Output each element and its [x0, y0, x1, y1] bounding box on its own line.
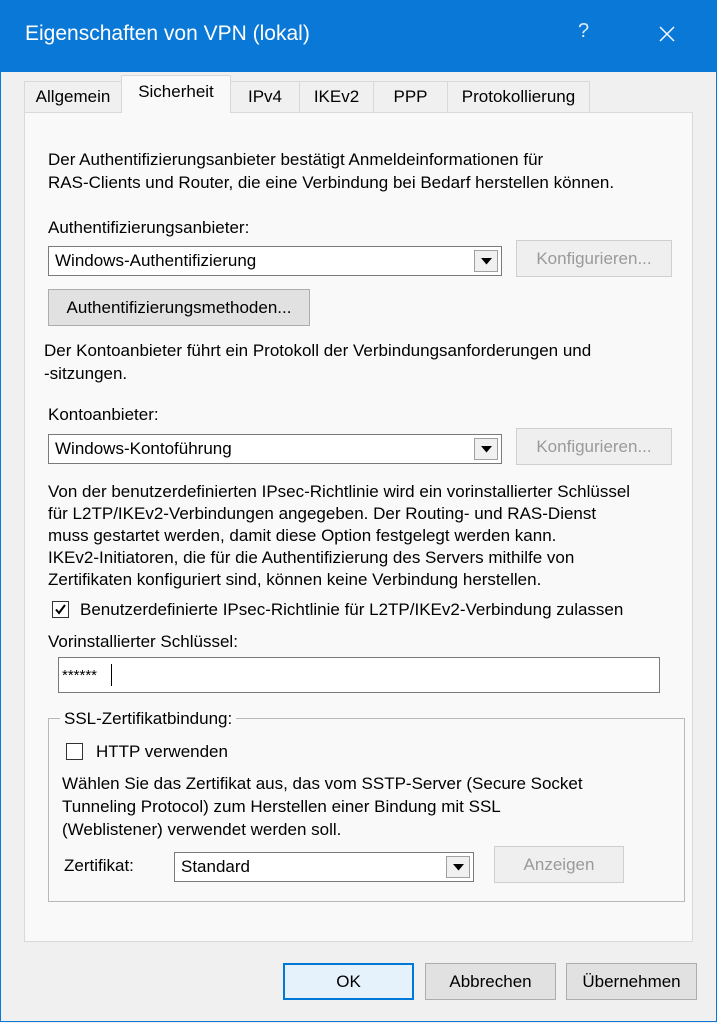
tab-allgemein[interactable]: Allgemein	[24, 81, 122, 112]
accounting-description-line2: -sitzungen.	[44, 364, 128, 383]
use-http-label[interactable]: HTTP verwenden	[96, 742, 228, 761]
chevron-down-icon	[481, 258, 492, 265]
certificate-select[interactable]	[174, 852, 474, 882]
use-http-checkbox[interactable]	[66, 743, 83, 760]
auth-description-line2: RAS-Clients und Router, die eine Verbindung bei Bedarf herstellen können.	[48, 173, 615, 192]
ssl-description-line3: (Weblistener) verwendet werden soll.	[62, 820, 342, 839]
tab-sicherheit[interactable]: Sicherheit	[121, 75, 231, 113]
dropdown-arrow-button[interactable]	[474, 438, 498, 460]
auth-description-line1: Der Authentifizierungsanbieter bestätigt Anmeldeinformationen für	[48, 150, 544, 169]
tab-ikev2[interactable]: IKEv2	[299, 81, 374, 112]
chevron-down-icon	[481, 446, 492, 453]
ssl-description-line2: Tunneling Protocol) zum Herstellen einer Bindung mit SSL	[62, 797, 501, 816]
window-title: Eigenschaften von VPN (lokal)	[25, 22, 310, 45]
auth-provider-value: Windows-Authentifizierung	[55, 251, 257, 270]
accounting-provider-value: Windows-Kontoführung	[55, 439, 232, 458]
custom-ipsec-policy-checkbox[interactable]	[52, 601, 69, 618]
accounting-configure-button[interactable]: Konfigurieren...	[516, 428, 672, 465]
psk-value: ******	[62, 667, 98, 684]
dropdown-arrow-button[interactable]	[474, 250, 498, 272]
auth-provider-select[interactable]	[48, 246, 502, 276]
checkmark-icon	[54, 603, 67, 616]
view-certificate-button[interactable]: Anzeigen	[494, 846, 624, 883]
help-button[interactable]: ?	[578, 20, 590, 42]
tab-ppp[interactable]: PPP	[373, 81, 448, 112]
ipsec-description-line5: Zertifikaten konfiguriert sind, können keine Verbindung herstellen.	[48, 570, 542, 589]
certificate-value: Standard	[181, 857, 250, 876]
close-button[interactable]	[652, 14, 682, 54]
close-icon	[652, 14, 682, 54]
psk-input[interactable]	[58, 657, 660, 693]
ipsec-description-line1: Von der benutzerdefinierten IPsec-Richtlinie wird ein vorinstallierter Schlüssel	[48, 482, 631, 501]
title-bar	[0, 0, 717, 72]
accounting-provider-select[interactable]	[48, 434, 502, 464]
ssl-description-line1: Wählen Sie das Zertifikat aus, das vom SSTP-Server (Secure Socket	[62, 774, 583, 793]
auth-provider-label: Authentifizierungsanbieter:	[48, 218, 250, 237]
certificate-label: Zertifikat:	[64, 856, 134, 875]
auth-configure-button[interactable]: Konfigurieren...	[516, 240, 672, 277]
chevron-down-icon	[453, 864, 464, 871]
auth-methods-button[interactable]: Authentifizierungsmethoden...	[48, 289, 310, 326]
ipsec-description-line2: für L2TP/IKEv2-Verbindungen angegeben. Der Routing- und RAS-Dienst	[48, 504, 597, 523]
text-caret	[111, 664, 112, 686]
ssl-group-label: SSL-Zertifikatbindung:	[60, 708, 236, 730]
custom-ipsec-policy-label[interactable]: Benutzerdefinierte IPsec-Richtlinie für L2TP/IKEv2-Verbindung zulassen	[80, 600, 624, 619]
accounting-description-line1: Der Kontoanbieter führt ein Protokoll der Verbindungsanforderungen und	[44, 341, 592, 360]
tab-ipv4[interactable]: IPv4	[230, 81, 300, 112]
ipsec-description-line4: IKEv2-Initiatoren, die für die Authentifizierung des Servers mithilfe von	[48, 548, 575, 567]
apply-button[interactable]: Übernehmen	[566, 963, 697, 1000]
cancel-button[interactable]: Abbrechen	[425, 963, 556, 1000]
ok-button[interactable]: OK	[283, 963, 414, 1000]
accounting-provider-label: Kontoanbieter:	[48, 405, 159, 424]
ipsec-description-line3: muss gestartet werden, damit diese Option festgelegt werden kann.	[48, 526, 557, 545]
tab-protokollierung[interactable]: Protokollierung	[447, 81, 590, 112]
dropdown-arrow-button[interactable]	[446, 856, 470, 878]
psk-label: Vorinstallierter Schlüssel:	[48, 632, 238, 651]
